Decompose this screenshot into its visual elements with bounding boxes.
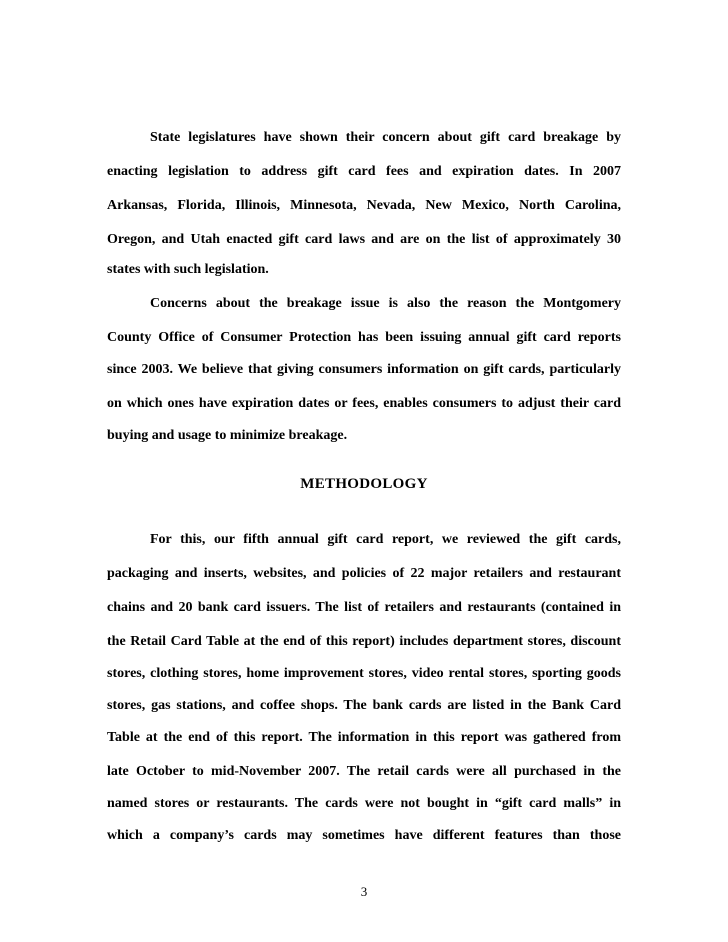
methodology-line-8: late October to mid-November 2007. The retail cards were all purchased in the (107, 764, 621, 779)
paragraph-2-line-2: County Office of Consumer Protection has been issuing annual gift card reports (107, 330, 621, 345)
paragraph-1-line-1: State legislatures have shown their concern about gift card breakage by (150, 130, 621, 145)
methodology-line-9: named stores or restaurants. The cards were not bought in “gift card malls” in (107, 796, 621, 811)
paragraph-2-line-1: Concerns about the breakage issue is also the reason the Montgomery (150, 296, 621, 311)
methodology-line-5: stores, clothing stores, home improvement stores, video rental stores, sporting goods (107, 666, 621, 681)
paragraph-1-line-4: Oregon, and Utah enacted gift card laws and are on the list of approximately 30 (107, 232, 621, 247)
methodology-line-3: chains and 20 bank card issuers. The list of retailers and restaurants (contained in (107, 600, 621, 615)
paragraph-1-line-5: states with such legislation. (107, 262, 269, 277)
page-number: 3 (360, 884, 368, 899)
paragraph-2-line-3: since 2003. We believe that giving consumers information on gift cards, particularly (107, 362, 621, 377)
section-heading: METHODOLOGY (300, 476, 428, 492)
paragraph-1-line-2: enacting legislation to address gift card fees and expiration dates. In 2007 (107, 164, 621, 179)
paragraph-2-line-5: buying and usage to minimize breakage. (107, 428, 348, 443)
methodology-line-7: Table at the end of this report. The information in this report was gathered from (107, 730, 621, 745)
methodology-line-2: packaging and inserts, websites, and policies of 22 major retailers and restaurant (107, 566, 621, 581)
paragraph-2-line-4: on which ones have expiration dates or fees, enables consumers to adjust their card (107, 396, 621, 411)
methodology-line-4: the Retail Card Table at the end of this report) includes department stores, discount (107, 634, 621, 649)
methodology-line-10: which a company’s cards may sometimes have different features than those (107, 828, 621, 843)
methodology-line-1: For this, our fifth annual gift card report, we reviewed the gift cards, (150, 532, 621, 547)
methodology-line-6: stores, gas stations, and coffee shops. The bank cards are listed in the Bank Card (107, 698, 621, 713)
paragraph-1-line-3: Arkansas, Florida, Illinois, Minnesota, Nevada, New Mexico, North Carolina, (107, 198, 621, 213)
